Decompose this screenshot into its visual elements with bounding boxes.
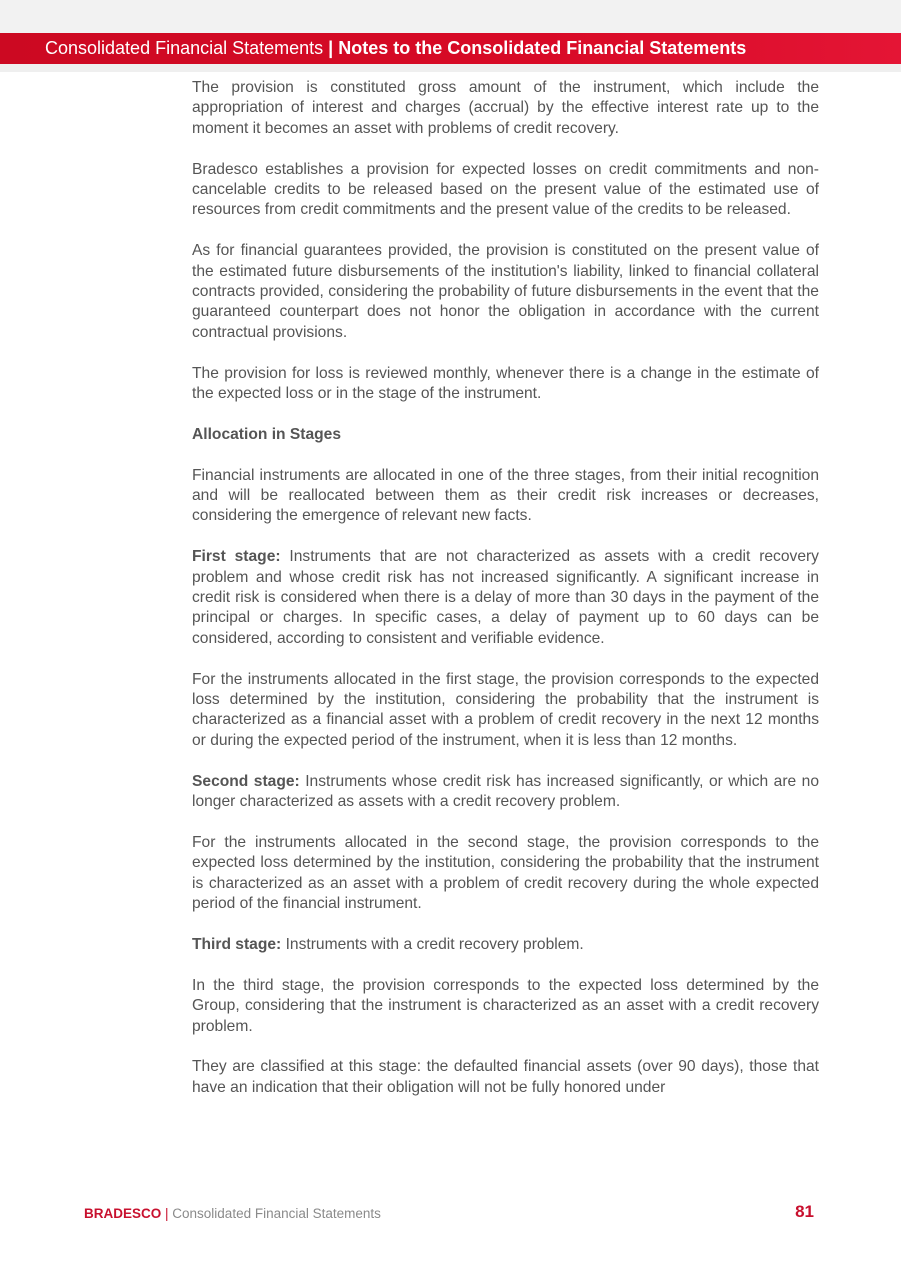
top-margin [0, 0, 901, 33]
paragraph-financial-guarantees: As for financial guarantees provided, the provision is constituted on the present value of the estimated future disbursements of the institution's liability, linked to financial collateral contracts provided, considering the probability of future disbursements in the event that the guaranteed counterpart does not honor the obligation in accordance with the current contractual provisions. [192, 242, 819, 341]
page-number: 81 [795, 1202, 814, 1221]
first-stage-text: Instruments that are not characterized as assets with a credit recovery problem and whose credit risk has not increased significantly. A significant increase in credit risk is considered when there is a delay of more than 30 days in the payment of the principal or charges. In specific cases, a delay of payment up to 60 days can be considered, according to consistent and verifiable evidence. [192, 548, 819, 647]
paragraph-first-stage [192, 547, 819, 649]
second-stage-text: Instruments whose credit risk has increased significantly, or which are no longer characterized as assets with a credit recovery problem. [192, 772, 819, 811]
section-header [0, 33, 901, 64]
third-stage-text: Instruments with a credit recovery problem. [281, 935, 584, 953]
paragraph-provision-gross: The provision is constituted gross amount of the instrument, which include the appropriation of interest and charges (accrual) by the effective interest rate up to the moment it becomes an asset with problems of credit recovery. [192, 79, 819, 137]
paragraph-credit-commitments: Bradesco establishes a provision for expected losses on credit commitments and non-cancelable credits to be released based on the present value of the estimated use of resources from credit commitments and the present value of the credits to be released. [192, 160, 819, 219]
heading-allocation-in-stages: Allocation in Stages [192, 425, 342, 443]
page-content [192, 78, 819, 1098]
paragraph-monthly-review: The provision for loss is reviewed monthly, whenever there is a change in the estimate of the expected loss or in the stage of the instrument. [192, 364, 819, 403]
header-separator: | [328, 38, 334, 58]
paragraph-second-stage-provision: For the instruments allocated in the second stage, the provision corresponds to the expected loss determined by the institution, considering the probability that the instrument is characterized as an asset with a problem of credit recovery during the whole expected period of the financial instrument. [192, 833, 819, 913]
paragraph-third-stage [192, 935, 819, 955]
paragraph-third-stage-provision: In the third stage, the provision corresponds to the expected loss determined by the Group, considering that the instrument is characterized as an asset with a credit recovery problem. [192, 976, 819, 1035]
first-stage-label: First stage: [192, 548, 281, 566]
subsection-title: Notes to the Consolidated Financial Statements [338, 38, 747, 58]
footer-separator: | [161, 1206, 173, 1221]
footer-document-title: Consolidated Financial Statements [172, 1206, 381, 1221]
paragraph-classification: They are classified at this stage: the defaulted financial assets (over 90 days), those that have an indication that their obligation will not be fully honored under [192, 1058, 819, 1096]
header-underline [0, 64, 901, 72]
paragraph-second-stage [192, 772, 819, 813]
second-stage-label: Second stage: [192, 772, 300, 790]
paragraph-stage-allocation: Financial instruments are allocated in one of the three stages, from their initial recognition and will be reallocated between them as their credit risk increases or decreases, considering the emergence of relevant new facts. [192, 466, 819, 525]
paragraph-first-stage-provision: For the instruments allocated in the first stage, the provision corresponds to the expected loss determined by the institution, considering the probability that the instrument is characterized as a financial asset with a problem of credit recovery in the next 12 months or during the expected period of the instrument, when it is less than 12 months. [192, 670, 819, 749]
third-stage-label: Third stage: [192, 935, 282, 953]
page-footer [84, 1204, 814, 1224]
footer-brand: BRADESCO [84, 1206, 162, 1221]
section-title: Consolidated Financial Statements [45, 38, 324, 58]
